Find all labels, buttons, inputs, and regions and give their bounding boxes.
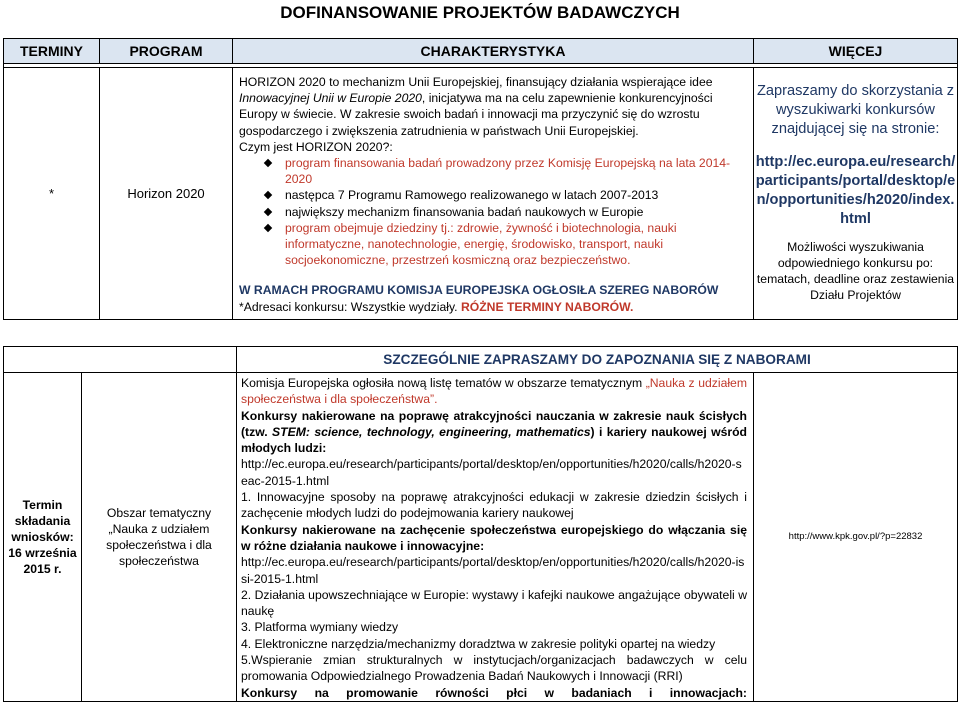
program-cell: Obszar tematyczny „Nauka z udziałem społeczeństwa i dla społeczeństwa bbox=[82, 373, 237, 702]
bullet-item: następca 7 Programu Ramowego realizowanego w latach 2007-2013 bbox=[239, 187, 747, 203]
wiecej-cell bbox=[754, 68, 958, 320]
paragraph: Konkursy na promowanie równości płci w badaniach i innowacjach: bbox=[241, 685, 747, 700]
termin-cell: * bbox=[4, 68, 100, 320]
nabory-table bbox=[3, 346, 958, 702]
program-table bbox=[3, 38, 958, 320]
intro-text: HORIZON 2020 to mechanizm Unii Europejskiej, finansujący działania wspierające idee Innowacyjnej Unii w Europie 2020, inicjatywa ma na celu zapewnienie konkurencyjności Europy w świecie. W zakresie swoich badań i innowacji ma przyczynić się do wzrostu gospodarczego i zwiększenia zatrudnienia w państwach Unii Europejskiej. bbox=[239, 75, 713, 138]
header-program: PROGRAM bbox=[100, 39, 233, 64]
spacer-cell bbox=[4, 347, 237, 373]
program-cell: Horizon 2020 bbox=[100, 68, 233, 320]
stem-paragraph: Konkursy nakierowane na poprawę atrakcyjności nauczania w zakresie nauk ścisłych (tzw. STEM: science, technology, engineering, mathematics) i kariery naukowej wśród młodych ludzi: bbox=[241, 408, 747, 456]
charakterystyka-cell bbox=[237, 373, 754, 702]
table-row-horizon bbox=[4, 68, 958, 320]
wiecej-link[interactable]: http://www.kpk.gov.pl/?p=22832 bbox=[754, 373, 958, 702]
question-text: Czym jest HORIZON 2020?: bbox=[239, 139, 393, 154]
page-title: DOFINANSOWANIE PROJEKTÓW BADAWCZYCH bbox=[280, 3, 680, 22]
bullet-item: program obejmuje dziedziny tj.: zdrowie, żywność i biotechnologia, nauki informatyczne, nanotechnologie, energię, środowisko, transport, nauki socjoekonomiczne, przestrzeń kosmiczną oraz bezpieczeństwo. bbox=[239, 220, 747, 269]
paragraph: 2. Działania upowszechniające w Europie: wystawy i kafejki naukowe angażujące obywateli w naukę bbox=[241, 587, 747, 619]
wiecej-note: Możliwości wyszukiwania odpowiedniego konkursu po: tematach, deadline oraz zestawienia Działu Projektów bbox=[756, 240, 955, 302]
charakterystyka-cell bbox=[233, 68, 754, 320]
nabory-heading: SZCZEGÓLNIE ZAPRASZAMY DO ZAPOZNANIA SIĘ Z NABORAMI bbox=[237, 347, 958, 373]
bullet-item: największy mechanizm finansowania badań naukowych w Europie bbox=[239, 204, 747, 220]
adresaci-line: *Adresaci konkursu: Wszystkie wydziały. RÓŻNE TERMINY NABORÓW. bbox=[239, 299, 634, 314]
rozne-terminy: RÓŻNE TERMINY NABORÓW. bbox=[460, 299, 634, 314]
bullet-item: program finansowania badań prowadzony przez Komisję Europejską na lata 2014-2020 bbox=[239, 155, 747, 187]
header-wiecej: WIĘCEJ bbox=[754, 39, 958, 64]
call-link[interactable]: http://ec.europa.eu/research/participants/portal/desktop/en/opportunities/h2020/calls/h2020-issi-2015-1.html bbox=[241, 555, 745, 586]
paragraph: 4. Elektroniczne narzędzia/mechanizmy doradztwa w zakresie polityki opartej na wiedzy bbox=[241, 636, 716, 651]
intro-italic: Innowacyjnej Unii w Europie 2020 bbox=[239, 91, 422, 106]
paragraph: 5.Wspieranie zmian strukturalnych w instytucjach/organizacjach badawczych w celu promowania Odpowiedzialnego Prowadzenia Badań Naukowych i Innowacji (RRI) bbox=[241, 653, 747, 684]
wiecej-intro: Zapraszamy do skorzystania z wyszukiwarki konkursów znajdującej się na stronie: bbox=[756, 83, 955, 137]
paragraph: 1. Innowacyjne sposoby na poprawę atrakcyjności edukacji w zakresie dziedzin ścisłych i zachęcenie młodych ludzi do podejmowania kariery naukowej bbox=[241, 490, 747, 521]
header-charakterystyka: CHARAKTERYSTYKA bbox=[233, 39, 754, 64]
header-terminy: TERMINY bbox=[4, 39, 100, 64]
call-link[interactable]: http://ec.europa.eu/research/participants/portal/desktop/en/opportunities/h2020/calls/h2020-seac-2015-1.html bbox=[241, 457, 742, 488]
paragraph: Konkursy nakierowane na zachęcenie społeczeństwa europejskiego do włączania się w różne działania naukowe i innowacyjne: bbox=[241, 522, 747, 553]
wiecej-link[interactable]: http://ec.europa.eu/research/participants/portal/desktop/en/opportunities/h2020/index.html bbox=[755, 154, 956, 227]
table-row-nauka bbox=[4, 373, 958, 702]
bullet-list bbox=[239, 155, 747, 268]
paragraph: 3. Platforma wymiany wiedzy bbox=[241, 620, 399, 635]
termin-cell: Termin składania wniosków: 16 września 2015 r. bbox=[4, 373, 82, 702]
intro-paragraph: Komisja Europejska ogłosiła nową listę tematów w obszarze tematycznym „Nauka z udziałem społeczeństwa i dla społeczeństwa”. bbox=[241, 376, 747, 407]
obszar-highlight: „Nauka z udziałem społeczeństwa i dla społeczeństwa”. bbox=[241, 376, 747, 407]
table-header bbox=[4, 39, 958, 64]
ramach-heading: W RAMACH PROGRAMU KOMISJA EUROPEJSKA OGŁOSIŁA SZEREG NABORÓW bbox=[239, 283, 719, 298]
